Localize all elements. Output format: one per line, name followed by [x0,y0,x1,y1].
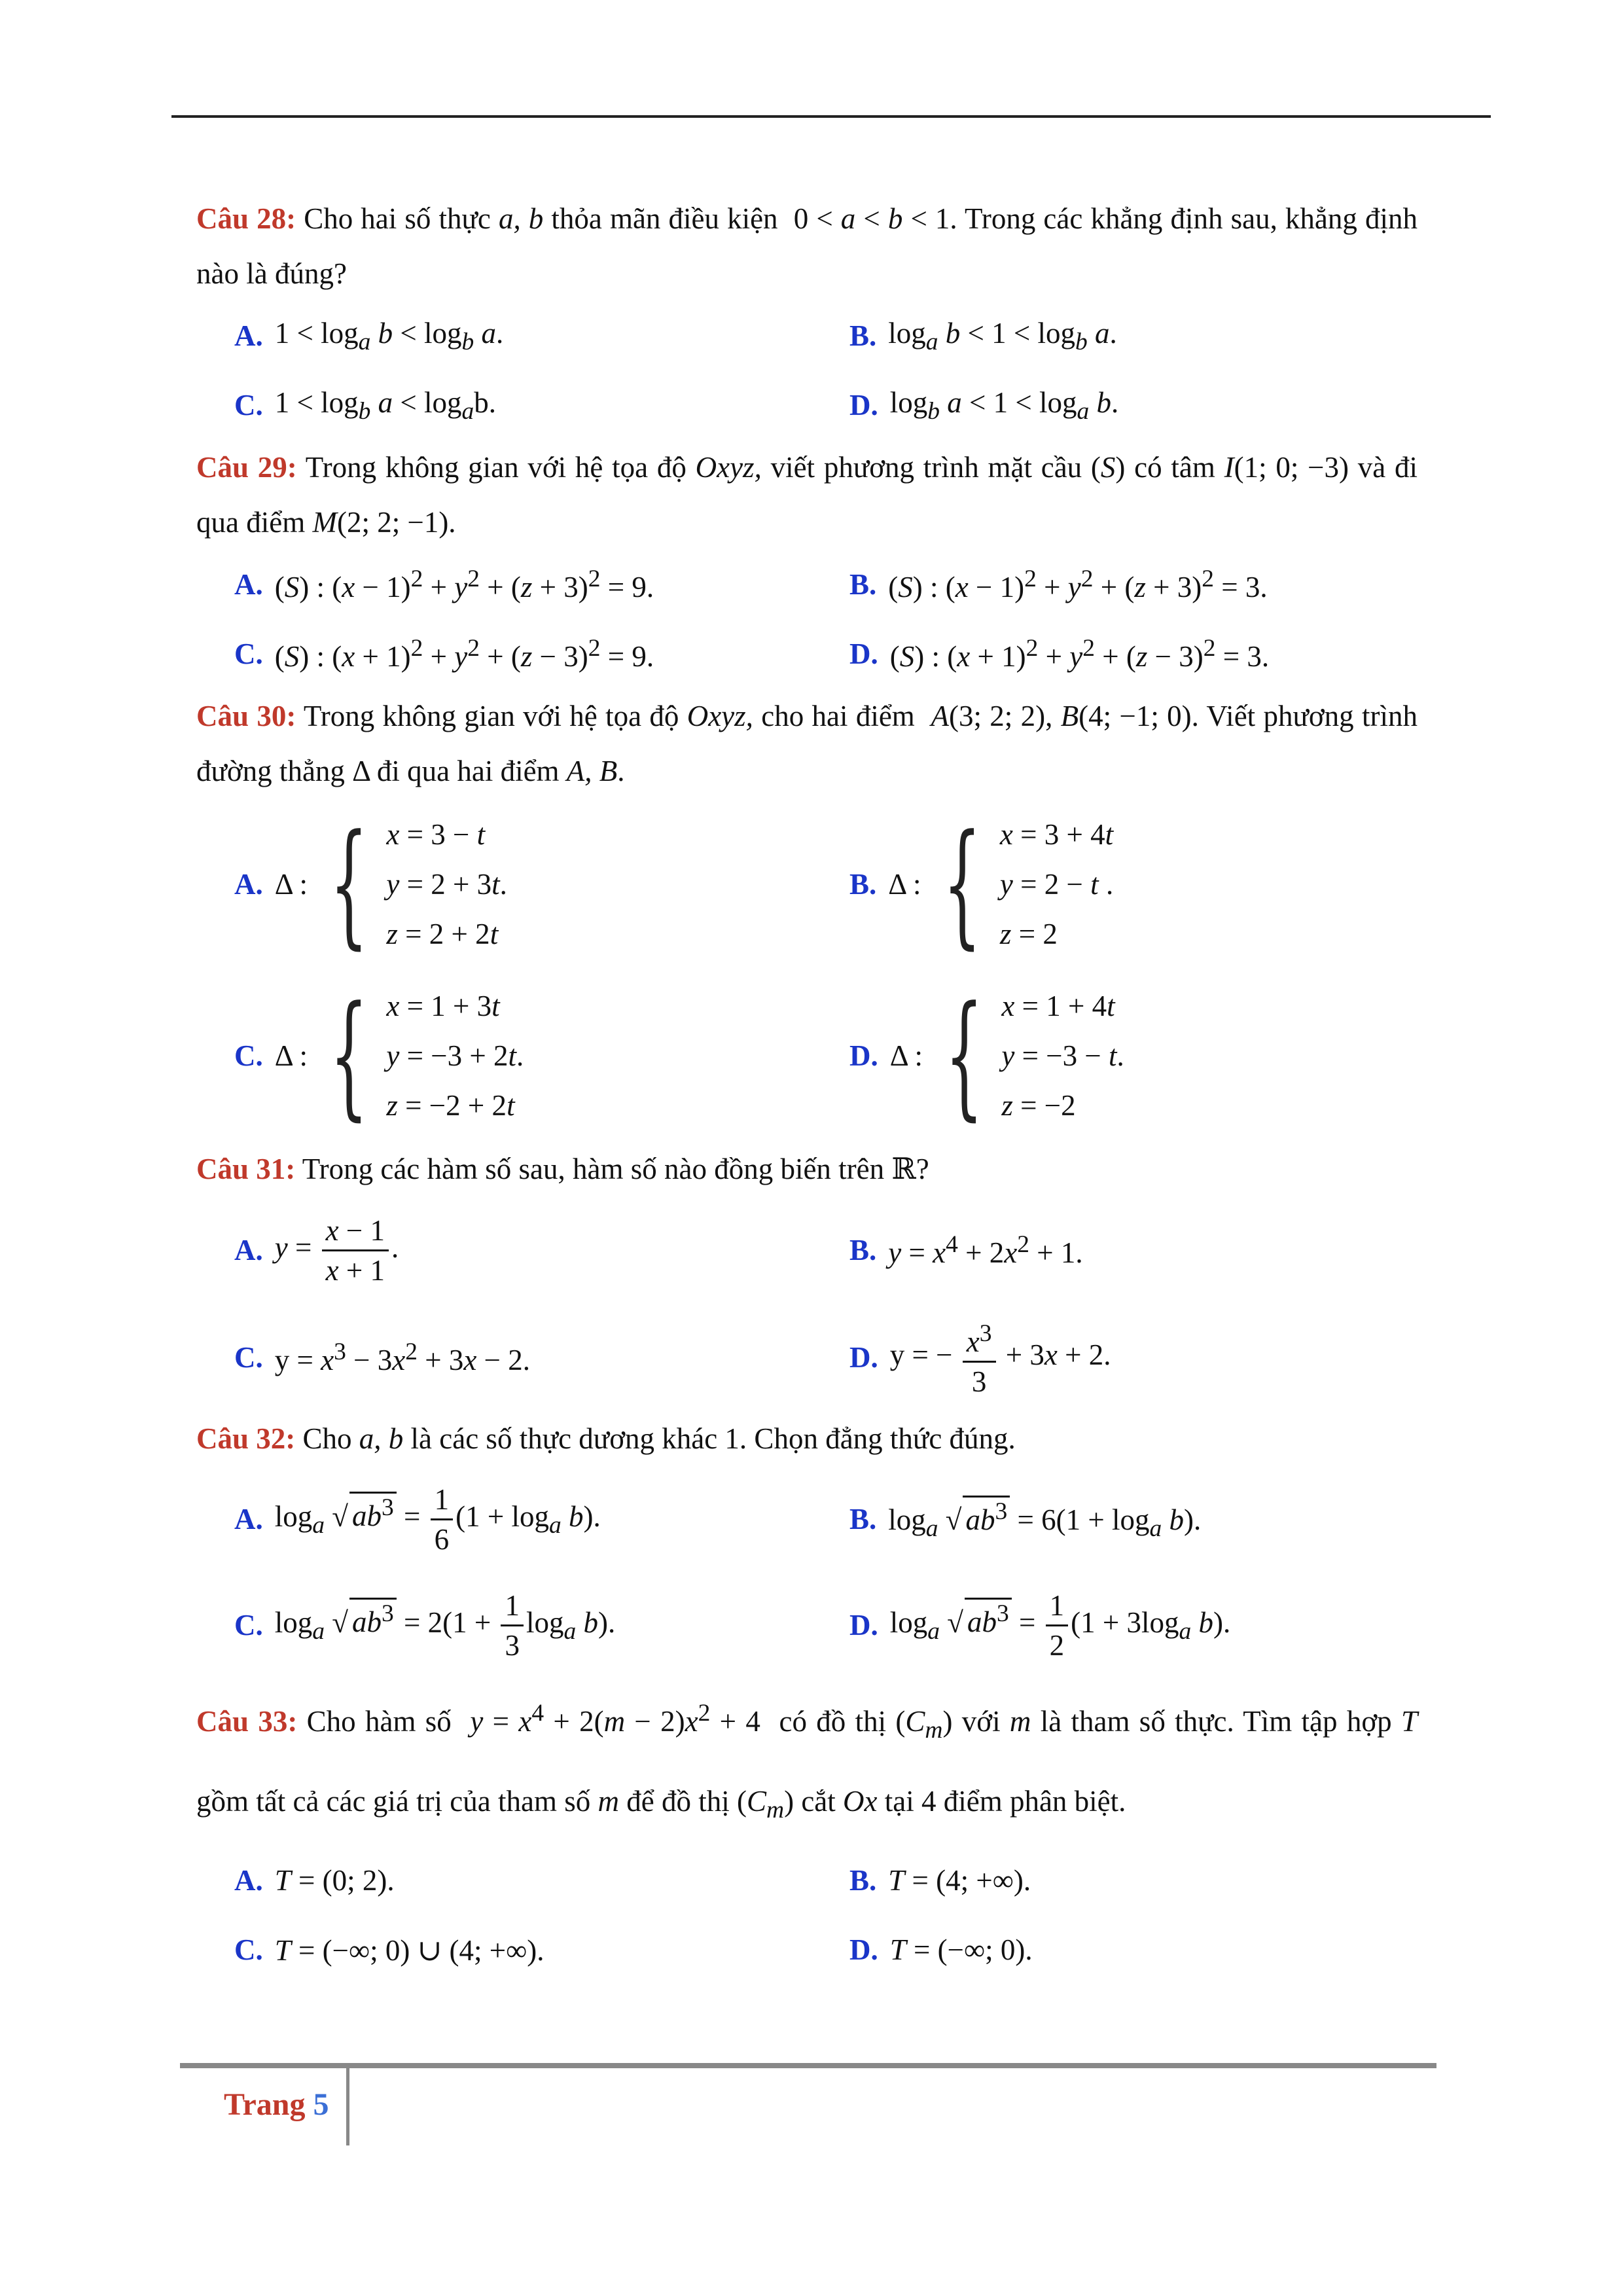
option-label: C. [234,1933,263,1966]
option-c[interactable] [196,970,812,1141]
option-label: D. [849,1609,878,1641]
option-math: $\log_a$ √ $ab^3 = 2(1$ + $\frac{1}{3}$ $\log_a b$). [275,1587,615,1664]
option-c[interactable] [196,370,812,440]
option-math: (S) : $(x + 1)^2 + y^2 + (z - 3)^2 = 3$. [889,635,1270,673]
brace-icon: { [944,977,984,1134]
question-body: Cho hàm số $y = x^4 + 2(m - 2)x^2 + 4$ có đồ thị $(C_m)$ với m là tham số thực. Tìm tập hợp T gồm tất cả các giá trị của tham số m để đồ thị $(C_m)$ cắt Ox tại 4 điểm phân biệt. [196,1700,1418,1823]
option-b[interactable] [812,301,1418,370]
option-label: D. [849,1039,878,1072]
option-label: C. [234,1609,263,1641]
system-lines [1000,810,1113,959]
option-math: y = − $\frac{x^3}{3}$ + 3x + 2. [890,1315,1111,1401]
option-grid [196,798,1418,1141]
option-math: $\log_b a < 1 < \log_a b$. [889,386,1119,425]
page-number [224,2087,329,2123]
option-math: $1 < \log_b a < \log_ab$. [274,386,497,425]
brace-icon: { [329,806,368,962]
option-a[interactable] [196,1196,812,1304]
option-b[interactable] [812,1846,1418,1915]
option-b[interactable] [812,1196,1418,1304]
equation-system [888,806,1114,962]
option-c[interactable] [196,1915,812,1984]
system-line: y = −3 + 2t. [386,1039,524,1072]
question-body: Cho hai số thực a, b thỏa mãn điều kiện 0 < a < b < 1. Trong các khẳng định sau, khẳng định nào là đúng? [196,202,1418,290]
option-grid [196,1466,1418,1678]
option-label: C. [234,389,263,422]
option-label: B. [849,1864,877,1897]
option-d[interactable] [812,1915,1418,1984]
option-label: A. [234,568,263,601]
option-d[interactable] [812,1304,1418,1411]
option-math: (S) : $(x - 1)^2 + y^2 + (z + 3)^2 = 9$. [274,565,654,603]
question-label: Câu 28: [196,202,296,235]
option-math: T = (4; +∞). [888,1864,1031,1897]
system-line: z = −2 + 2t [386,1089,515,1122]
option-math: $y = x^4 + 2x^2 + 1$. [888,1231,1083,1269]
question-text [196,1678,1418,1846]
system-line: z = −2 [1001,1089,1076,1122]
page-number-value: 5 [313,2087,329,2122]
option-math: $y = x^3 - 3x^2 + 3x - 2$. [274,1338,531,1376]
question-28 [196,191,1418,440]
question-label: Câu 30: [196,700,296,732]
header-rule [171,115,1491,118]
equation-system [889,977,1124,1134]
question-31 [196,1141,1418,1411]
question-label: Câu 29: [196,451,297,484]
system-lines [386,810,507,959]
question-label: Câu 33: [196,1705,298,1738]
option-math: $\log_a$ √ $ab^3$ = $\frac{1}{6}$ $(1 + \log_a b)$. [275,1480,601,1558]
system-prefix: Δ : [889,1039,923,1072]
question-label: Câu 31: [196,1153,296,1185]
system-prefix: Δ : [274,868,308,901]
option-math: y = $\frac{x - 1}{x + 1}$ . [275,1211,399,1289]
question-label: Câu 32: [196,1422,296,1455]
system-line: x = 1 + 3t [386,990,500,1022]
option-label: C. [234,1039,263,1072]
question-body: Trong không gian với hệ tọa độ Oxyz, viết phương trình mặt cầu (S) có tâm I(1; 0; −3) và đi qua điểm M(2; 2; −1). [196,451,1418,539]
option-label: B. [849,319,877,352]
question-list [196,191,1418,1984]
brace-icon: { [943,806,982,962]
system-line: z = 2 + 2t [386,918,499,950]
option-label: B. [849,1503,877,1535]
option-label: A. [234,868,263,901]
question-30 [196,689,1418,1141]
system-line: z = 2 [999,918,1058,950]
question-text [196,689,1418,798]
question-body: Cho a, b là các số thực dương khác 1. Chọn đẳng thức đúng. [295,1422,1016,1455]
question-29 [196,440,1418,689]
option-grid [196,1846,1418,1984]
option-label: C. [234,1341,263,1374]
option-a[interactable] [196,550,812,619]
option-a[interactable] [196,798,812,970]
option-label: D. [849,1933,878,1966]
option-label: D. [849,1341,878,1374]
option-a[interactable] [196,301,812,370]
option-d[interactable] [812,1572,1418,1678]
option-math: $1 < \log_a b < \log_b a$. [274,316,504,355]
system-line: x = 3 + 4t [999,818,1114,851]
option-c[interactable] [196,1572,812,1678]
option-math: T = (−∞; 0) ∪ (4; +∞). [274,1933,544,1967]
option-math: $\log_a b < 1 < \log_b a$. [888,316,1117,355]
option-math: $\log_a$ √ $ab^3$ = $\frac{1}{2}$ ($1 + 3\log_a$ b). [890,1587,1230,1664]
question-text [196,440,1418,550]
question-33 [196,1678,1418,1984]
system-prefix: Δ : [274,1039,308,1072]
system-prefix: Δ : [888,868,921,901]
option-math: (S) : $(x + 1)^2 + y^2 + (z - 3)^2 = 9$. [274,635,654,673]
footer-divider [346,2068,349,2145]
option-d[interactable] [812,619,1418,689]
question-text [196,1141,1418,1196]
system-line: x = 1 + 4t [1001,990,1115,1022]
system-line: y = 2 − t . [999,868,1114,901]
equation-system [274,977,524,1134]
option-label: D. [849,637,878,670]
option-math: (S) : $(x - 1)^2 + y^2 + (z + 3)^2 = 3$. [888,565,1268,603]
option-label: A. [234,1234,263,1266]
option-d[interactable] [812,370,1418,440]
option-b[interactable] [812,1466,1418,1572]
option-label: B. [849,868,877,901]
system-lines [386,981,524,1130]
option-label: D. [849,389,878,422]
option-label: B. [849,568,877,601]
option-grid [196,550,1418,689]
option-grid [196,1196,1418,1411]
equation-system [274,806,507,962]
option-math: T = (−∞; 0). [889,1933,1033,1966]
page-number-label: Trang [224,2087,306,2122]
system-lines [1001,981,1124,1130]
question-body: Trong các hàm số sau, hàm số nào đồng biến trên ℝ? [295,1153,929,1185]
question-32 [196,1411,1418,1678]
question-text [196,1411,1418,1466]
option-c[interactable] [196,1304,812,1411]
system-line: y = −3 − t. [1001,1039,1124,1072]
option-d[interactable] [812,970,1418,1141]
option-label: C. [234,637,263,670]
system-line: x = 3 − t [386,818,486,851]
option-label: B. [849,1234,877,1266]
question-body: Trong không gian với hệ tọa độ Oxyz, cho hai điểm A(3; 2; 2), B(4; −1; 0). Viết phương trình đường thẳng Δ đi qua hai điểm A, B. [196,700,1418,787]
option-b[interactable] [812,550,1418,619]
footer-rule [180,2063,1436,2068]
option-a[interactable] [196,1466,812,1572]
option-math: T = (0; 2). [274,1864,395,1897]
option-label: A. [234,1503,263,1535]
option-math: $\log_a$ √ $ab^3 = 6(1 + \log_a b)$. [888,1496,1201,1543]
option-grid [196,301,1418,440]
option-label: A. [234,319,263,352]
brace-icon: { [329,977,368,1134]
system-line: y = 2 + 3t. [386,868,507,901]
option-c[interactable] [196,619,812,689]
option-b[interactable] [812,798,1418,970]
option-a[interactable] [196,1846,812,1915]
option-label: A. [234,1864,263,1897]
question-text [196,191,1418,301]
